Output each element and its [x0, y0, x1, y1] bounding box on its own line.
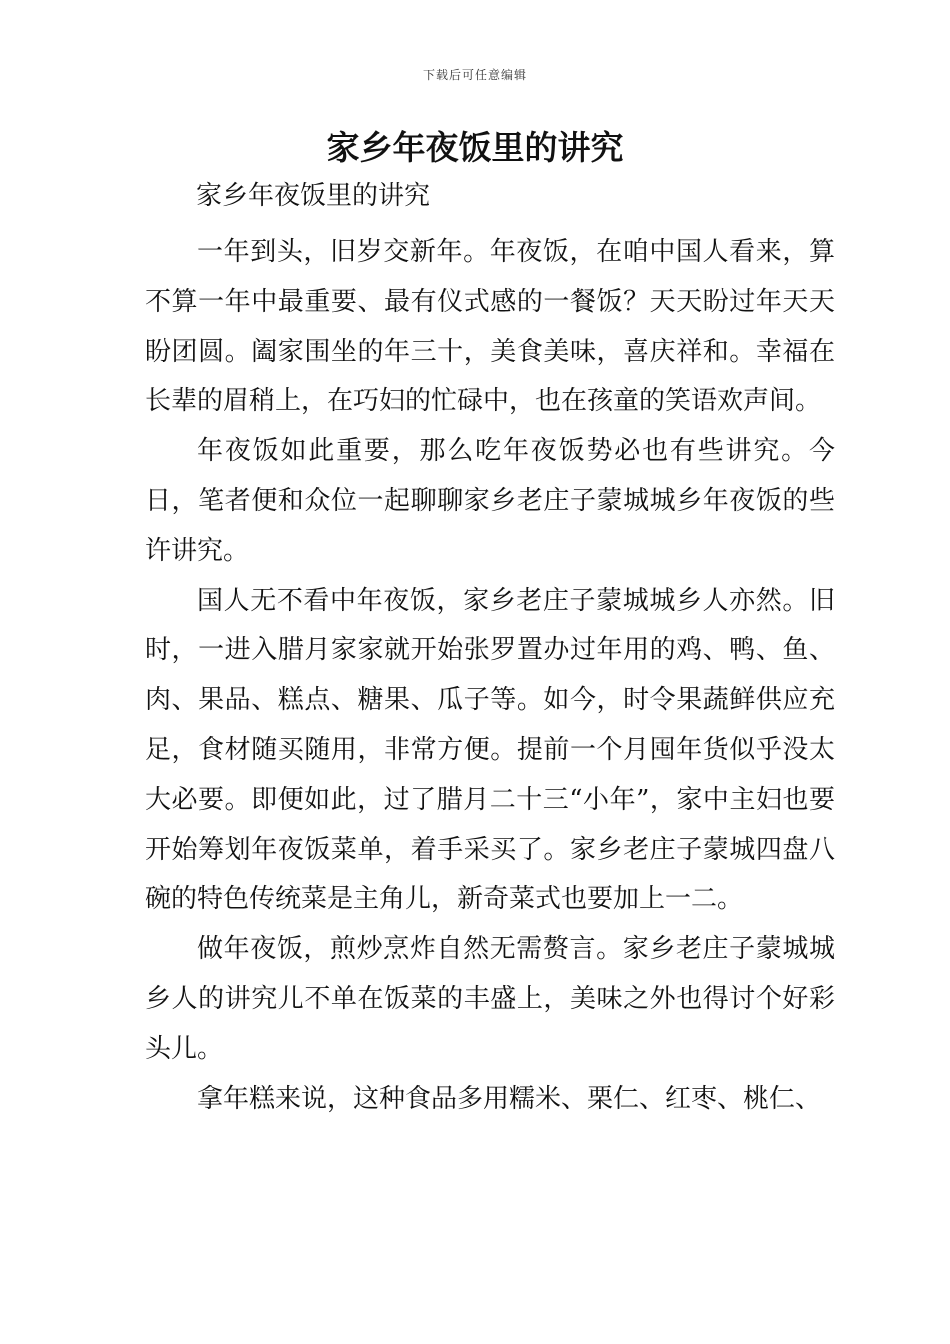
header-note: 下载后可任意编辑: [422, 68, 527, 82]
paragraph: 年夜饭如此重要，那么吃年夜饭势必也有些讲究。今日，笔者便和众位一起聊聊家乡老庄子蒙城城乡年夜饭的些许讲究。: [145, 436, 835, 566]
document-body: [145, 228, 835, 1124]
paragraph: 一年到头，旧岁交新年。年夜饭，在咱中国人看来，算不算一年中最重要、最有仪式感的一餐饭？天天盼过年天天盼团圆。阖家围坐的年三十，美食美味，喜庆祥和。幸福在长辈的眉稍上，在巧妇的忙碌中，也在孩童的笑语欢声间。: [145, 237, 835, 417]
paragraph: 做年夜饭，煎炒烹炸自然无需赘言。家乡老庄子蒙城城乡人的讲究儿不单在饭菜的丰盛上，美味之外也得讨个好彩头儿。: [145, 934, 835, 1064]
paragraph: 拿年糕来说，这种食品多用糯米、栗仁、红枣、桃仁、: [197, 1083, 822, 1114]
document-title: 家乡年夜饭里的讲究: [326, 128, 624, 167]
paragraph: 国人无不看中年夜饭，家乡老庄子蒙城城乡人亦然。旧时，一进入腊月家家就开始张罗置办过年用的鸡、鸭、鱼、肉、果品、糕点、糖果、瓜子等。如今，时令果蔬鲜供应充足，食材随买随用，非常方便。提前一个月囤年货似乎没太大必要。即便如此，过了腊月二十三“小年”，家中主妇也要开始筹划年夜饭菜单，着手采买了。家乡老庄子蒙城四盘八碗的特色传统菜是主角儿，新奇菜式也要加上一二。: [145, 585, 835, 915]
document-subtitle: 家乡年夜饭里的讲究: [196, 181, 431, 211]
